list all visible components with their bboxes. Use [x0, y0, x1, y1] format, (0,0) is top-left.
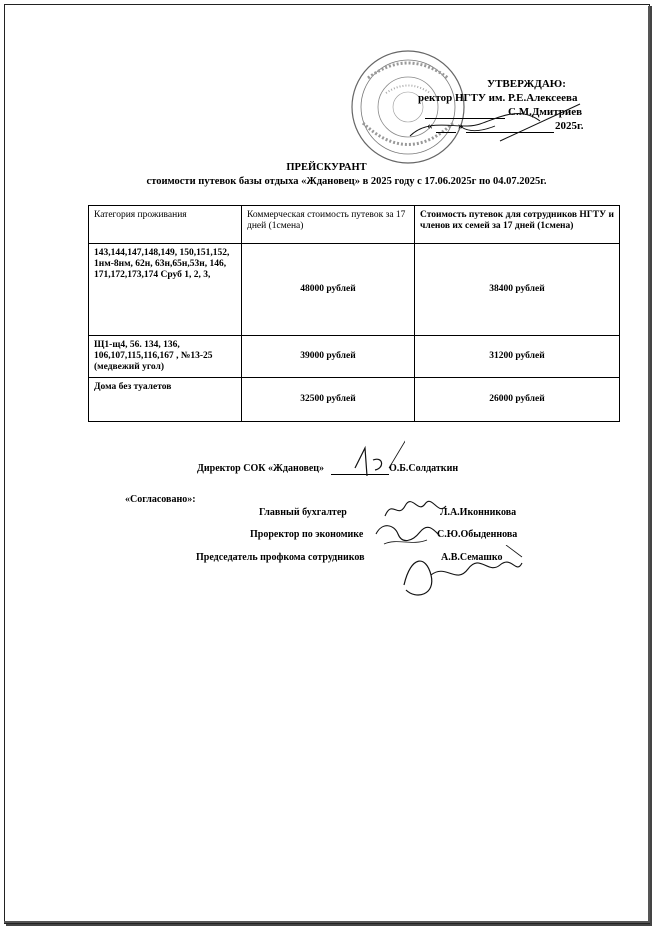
row-category: Дома без туалетов [89, 378, 242, 422]
approve-heading: УТВЕРЖДАЮ: [487, 78, 566, 90]
row-staff-price: 26000 рублей [415, 378, 620, 422]
director-signature [345, 438, 405, 488]
price-table [88, 205, 620, 422]
approve-position: ректор НГТУ им. Р.Е.Алексеева [418, 92, 578, 104]
chief-accountant-role: Главный бухгалтер [259, 507, 347, 518]
rector-signature [400, 96, 600, 156]
date-quote-open: « [427, 120, 433, 132]
row-commercial-price: 48000 рублей [242, 244, 415, 336]
union-chair-role: Председатель профкома сотрудников [196, 552, 365, 563]
approve-year: 2025г. [555, 120, 584, 132]
table-header-row [89, 206, 620, 244]
vice-rector-name: С.Ю.Обыденнова [437, 529, 518, 540]
union-chair-name: А.В.Семашко [441, 552, 503, 563]
row-category: 143,144,147,148,149, 150,151,152, 1нм-8нм, 62н, 63н,65н,53н, 146, 171,172,173,174 Сруб 1, 2, 3, [89, 244, 242, 336]
row-staff-price: 38400 рублей [415, 244, 620, 336]
vice-rector-role: Проректор по экономике [250, 529, 364, 540]
approve-name: С.М.Дмитриев [508, 106, 583, 118]
row-commercial-price: 32500 рублей [242, 378, 415, 422]
table-row [89, 244, 620, 336]
table-row [89, 336, 620, 378]
row-category: Щ1-щ4, 56. 134, 136, 106,107,115,116,167 , №13-25 (медвежий угол) [89, 336, 242, 378]
doc-subtitle: стоимости путевок базы отдыха «Ждановец» в 2025 году с 17.06.2025г по 04.07.2025г. [146, 176, 547, 187]
row-staff-price: 31200 рублей [415, 336, 620, 378]
header-commercial: Коммерческая стоимость путевок за 17 дней (1смена) [242, 206, 415, 244]
row-commercial-price: 39000 рублей [242, 336, 415, 378]
table-row [89, 378, 620, 422]
page-shadow-right [648, 6, 650, 923]
chief-accountant-name: Л.А.Иконникова [440, 507, 517, 518]
date-quote-close: » [458, 120, 464, 132]
director-name: О.Б.Солдаткин [389, 463, 459, 474]
director-label: Директор СОК «Ждановец» [197, 463, 325, 474]
union-chair-signature [396, 545, 526, 605]
agreed-label: «Согласовано»: [125, 494, 196, 505]
doc-title: ПРЕЙСКУРАНТ [286, 162, 367, 173]
header-staff: Стоимость путевок для сотрудников НГТУ и членов их семей за 17 дней (1смена) [415, 206, 620, 244]
page-shadow-bottom [4, 921, 650, 923]
header-category: Категория проживания [89, 206, 242, 244]
